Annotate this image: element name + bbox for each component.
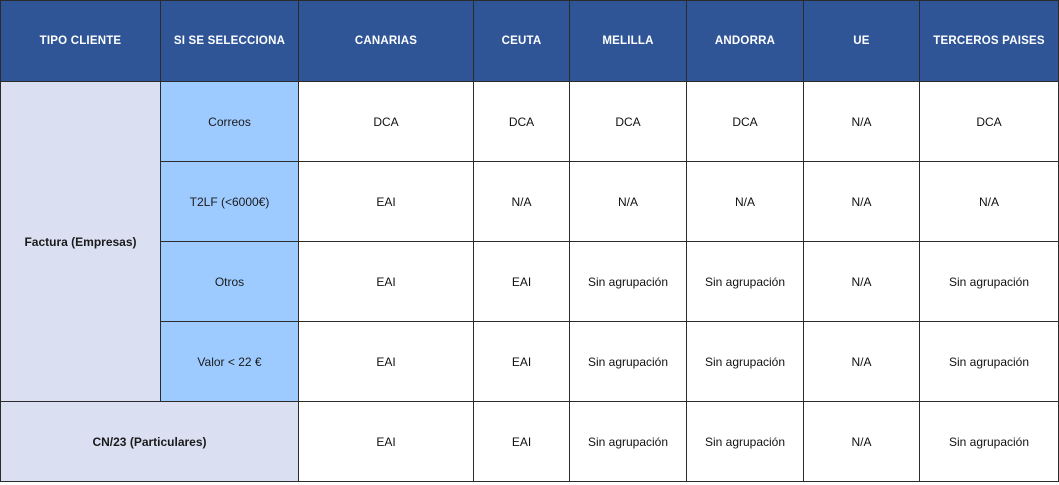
selection-cell: Valor < 22 € — [161, 322, 299, 402]
tipo-cliente-empresas: Factura (Empresas) — [1, 82, 161, 402]
canarias-cell: EAI — [299, 322, 474, 402]
header-terceros-paises: TERCEROS PAISES — [920, 1, 1059, 82]
andorra-cell: DCA — [687, 82, 804, 162]
melilla-cell: Sin agrupación — [570, 242, 687, 322]
header-melilla: MELILLA — [570, 1, 687, 82]
ue-cell: N/A — [804, 242, 920, 322]
melilla-cell: N/A — [570, 162, 687, 242]
selection-cell: Correos — [161, 82, 299, 162]
terceros-paises-cell: Sin agrupación — [920, 402, 1059, 482]
ue-cell: N/A — [804, 162, 920, 242]
header-tipo-cliente: TIPO CLIENTE — [1, 1, 161, 82]
header-andorra: ANDORRA — [687, 1, 804, 82]
melilla-cell: DCA — [570, 82, 687, 162]
header-canarias: CANARIAS — [299, 1, 474, 82]
header-ue: UE — [804, 1, 920, 82]
header-ceuta: CEUTA — [474, 1, 570, 82]
ceuta-cell: EAI — [474, 402, 570, 482]
canarias-cell: EAI — [299, 242, 474, 322]
header-row — [1, 1, 1059, 82]
ue-cell: N/A — [804, 402, 920, 482]
terceros-paises-cell: N/A — [920, 162, 1059, 242]
canarias-cell: EAI — [299, 402, 474, 482]
melilla-cell: Sin agrupación — [570, 322, 687, 402]
header-si-se-selecciona: SI SE SELECCIONA — [161, 1, 299, 82]
terceros-paises-cell: Sin agrupación — [920, 322, 1059, 402]
ue-cell: N/A — [804, 82, 920, 162]
table-row — [1, 82, 1059, 162]
andorra-cell: Sin agrupación — [687, 242, 804, 322]
selection-cell: Otros — [161, 242, 299, 322]
andorra-cell: Sin agrupación — [687, 402, 804, 482]
ue-cell: N/A — [804, 322, 920, 402]
canarias-cell: DCA — [299, 82, 474, 162]
ceuta-cell: EAI — [474, 242, 570, 322]
terceros-paises-cell: Sin agrupación — [920, 242, 1059, 322]
canarias-cell: EAI — [299, 162, 474, 242]
melilla-cell: Sin agrupación — [570, 402, 687, 482]
selection-cell: T2LF (<6000€) — [161, 162, 299, 242]
tipo-cliente-particulares: CN/23 (Particulares) — [1, 402, 299, 482]
andorra-cell: Sin agrupación — [687, 322, 804, 402]
ceuta-cell: DCA — [474, 82, 570, 162]
terceros-paises-cell: DCA — [920, 82, 1059, 162]
table-row — [1, 402, 1059, 482]
ceuta-cell: EAI — [474, 322, 570, 402]
andorra-cell: N/A — [687, 162, 804, 242]
ceuta-cell: N/A — [474, 162, 570, 242]
